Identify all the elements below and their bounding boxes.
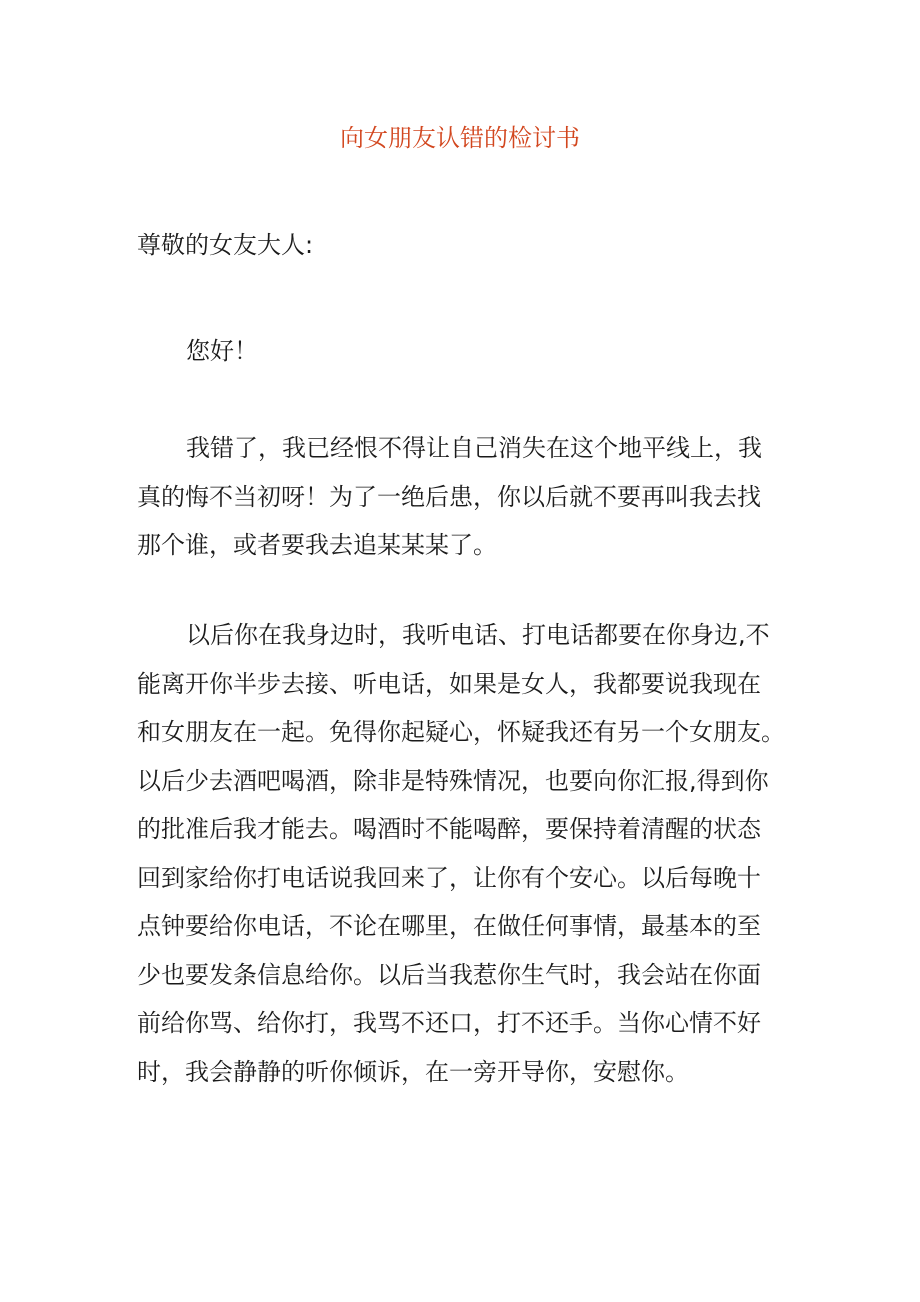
paragraph-line: 和女朋友在一起。免得你起疑心，怀疑我还有另一个女朋友。 — [137, 718, 785, 746]
document-title: 向女朋友认错的检讨书 — [340, 124, 580, 152]
paragraph-line: 的批准后我才能去。喝酒时不能喝醉，要保持着清醒的状态 — [137, 815, 761, 843]
paragraph-line: 前给你骂、给你打，我骂不还口，打不还手。当你心情不好 — [137, 1009, 761, 1037]
paragraph-line: 时，我会静静的听你倾诉，在一旁开导你，安慰你。 — [137, 1057, 689, 1086]
paragraph-line: 点钟要给你电话，不论在哪里，在做任何事情，最基本的至 — [137, 912, 761, 940]
paragraph-line: 能离开你半步去接、听电话，如果是女人，我都要说我现在 — [137, 669, 761, 698]
paragraph-promises — [137, 611, 785, 1096]
paragraph-line: 那个谁，或者要我去追某某某了。 — [137, 531, 497, 559]
salutation: 尊敬的女友大人: — [137, 231, 314, 259]
paragraph-line: 以后少去酒吧喝酒，除非是特殊情况，也要向你汇报,得到你 — [137, 766, 769, 795]
greeting: 您好！ — [186, 337, 258, 365]
paragraph-line: 以后你在我身边时，我听电话、打电话都要在你身边,不 — [186, 621, 770, 649]
paragraph-line: 少也要发条信息给你。以后当我惹你生气时，我会站在你面 — [137, 960, 761, 989]
paragraph-line: 真的悔不当初呀！为了一绝后患，你以后就不要再叫我去找 — [137, 482, 761, 511]
paragraph-line: 回到家给你打电话说我回来了，让你有个安心。以后每晚十 — [137, 863, 761, 892]
paragraph-line: 我错了，我已经恨不得让自己消失在这个地平线上，我 — [186, 434, 762, 462]
paragraph-apology — [137, 424, 762, 570]
